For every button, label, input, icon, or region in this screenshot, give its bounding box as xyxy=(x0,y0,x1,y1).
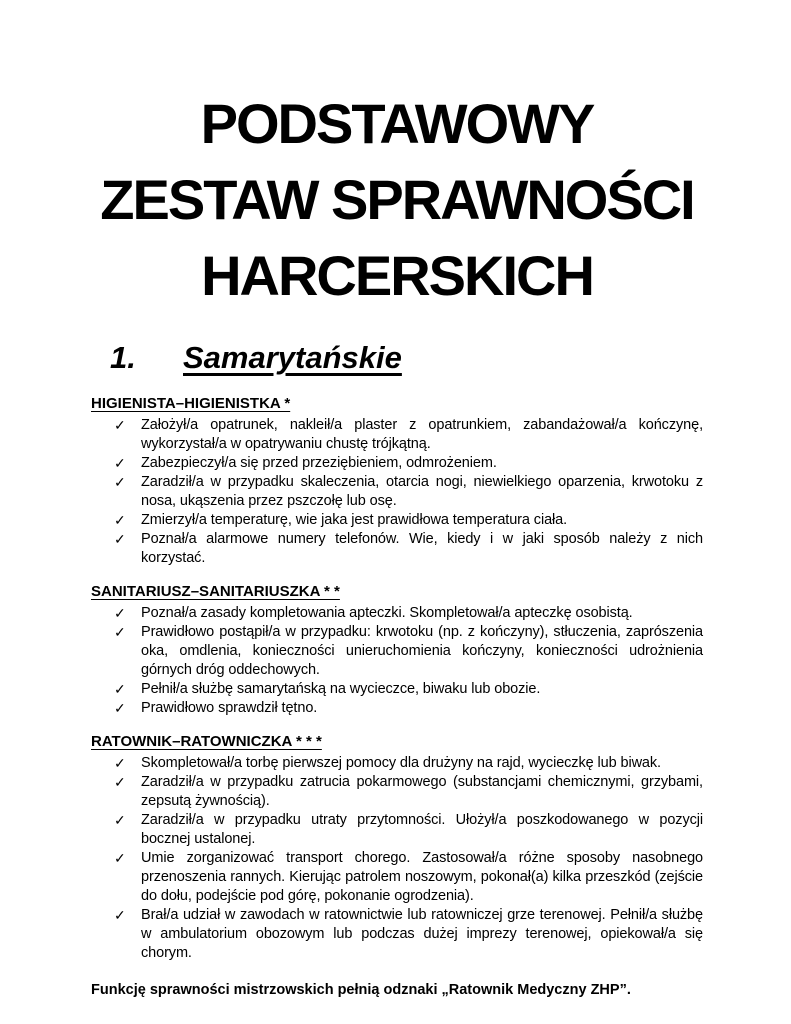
checklist-item-text: Założył/a opatrunek, nakleił/a plaster z opatrunkiem, zabandażował/a kończynę, wykorzystał/a w opatrywaniu chustę trójkątną. xyxy=(141,417,703,452)
check-icon: ✓ xyxy=(114,850,126,866)
document-title xyxy=(51,86,743,314)
check-icon: ✓ xyxy=(114,681,126,697)
checklist-item xyxy=(91,623,703,680)
section-number: 1. xyxy=(110,340,136,375)
checklist-item-text: Umie zorganizować transport chorego. Zastosował/a różne sposoby nasobnego przenoszenia rannych. Kierując patrolem noszowym, pokonał(a) kilka przeszkód (zejście do dołu, podejście pod górę, pokonanie ogrodzenia). xyxy=(141,850,703,904)
checklist-item-text: Zaradził/a w przypadku zatrucia pokarmowego (substancjami chemicznymi, grzybami, zepsutą żywnością). xyxy=(141,774,703,809)
document-title-line: HARCERSKICH xyxy=(201,244,593,307)
check-icon: ✓ xyxy=(114,907,126,923)
check-icon: ✓ xyxy=(114,474,126,490)
section-heading xyxy=(110,338,703,378)
checklist-item xyxy=(91,754,703,773)
checklist-item xyxy=(91,680,703,699)
checklist-item xyxy=(91,454,703,473)
checklist-item xyxy=(91,699,703,718)
checklist-item-text: Brał/a udział w zawodach w ratownictwie lub ratowniczej grze terenowej. Pełnił/a służbę w ambulatorium obozowym lub podczas dużej imprezy terenowej, opiekował/a się chorym. xyxy=(141,907,703,961)
checklist-item-text: Zabezpieczył/a się przed przeziębieniem, odmrożeniem. xyxy=(141,455,497,471)
checklist-item-text: Poznał/a alarmowe numery telefonów. Wie, kiedy i w jaki sposób należy z nich korzystać. xyxy=(141,531,703,566)
check-icon: ✓ xyxy=(114,700,126,716)
checklist-item-text: Pełnił/a służbę samarytańską na wycieczce, biwaku lub obozie. xyxy=(141,681,541,697)
badge-group-ratownik xyxy=(91,732,703,963)
checklist-item-text: Zmierzył/a temperaturę, wie jaka jest prawidłowa temperatura ciała. xyxy=(141,512,568,528)
checklist-item xyxy=(91,849,703,906)
group-heading: RATOWNIK–RATOWNICZKA * * * xyxy=(91,733,322,750)
group-heading: HIGIENISTA–HIGIENISTKA * xyxy=(91,395,291,412)
check-icon: ✓ xyxy=(114,531,126,547)
check-icon: ✓ xyxy=(114,812,126,828)
badge-group-sanitariusz xyxy=(91,582,703,718)
check-icon: ✓ xyxy=(114,512,126,528)
checklist-item xyxy=(91,416,703,454)
check-icon: ✓ xyxy=(114,755,126,771)
checklist-item xyxy=(91,473,703,511)
checklist-item xyxy=(91,906,703,963)
requirements-list xyxy=(91,604,703,718)
checklist-item-text: Prawidłowo postąpił/a w przypadku: krwotoku (np. z kończyny), stłuczenia, zaprószenia oka, omdlenia, konieczności unieruchomienia kończyny, konieczności udrożnienia górnych dróg oddechowych. xyxy=(141,624,703,678)
requirements-list xyxy=(91,754,703,963)
check-icon: ✓ xyxy=(114,455,126,471)
section-title: Samarytańskie xyxy=(183,340,402,375)
check-icon: ✓ xyxy=(114,605,126,621)
checklist-item-text: Skompletował/a torbę pierwszej pomocy dla drużyny na rajd, wycieczkę lub biwak. xyxy=(141,755,661,771)
check-icon: ✓ xyxy=(114,774,126,790)
checklist-item-text: Poznał/a zasady kompletowania apteczki. Skompletował/a apteczkę osobistą. xyxy=(141,605,633,621)
checklist-item-text: Zaradził/a w przypadku utraty przytomności. Ułożył/a poszkodowanego w pozycji bocznej ustalonej. xyxy=(141,812,703,847)
checklist-item xyxy=(91,511,703,530)
check-icon: ✓ xyxy=(114,624,126,640)
badge-group-higienista xyxy=(91,394,703,568)
group-heading: SANITARIUSZ–SANITARIUSZKA * * xyxy=(91,583,340,600)
checklist-item xyxy=(91,773,703,811)
checklist-item-text: Zaradził/a w przypadku skaleczenia, otarcia nogi, niewielkiego oparzenia, krwotoku z nosa, ukąszenia przez pszczołę lub osę. xyxy=(141,474,703,509)
checklist-item xyxy=(91,811,703,849)
check-icon: ✓ xyxy=(114,417,126,433)
requirements-list xyxy=(91,416,703,568)
footer-note: Funkcję sprawności mistrzowskich pełnią odznaki „Ratownik Medyczny ZHP”. xyxy=(91,982,631,998)
checklist-item-text: Prawidłowo sprawdził tętno. xyxy=(141,700,318,716)
document-title-line: ZESTAW SPRAWNOŚCI xyxy=(100,168,694,231)
document-title-line: PODSTAWOWY xyxy=(200,92,594,155)
checklist-item xyxy=(91,530,703,568)
checklist-item xyxy=(91,604,703,623)
